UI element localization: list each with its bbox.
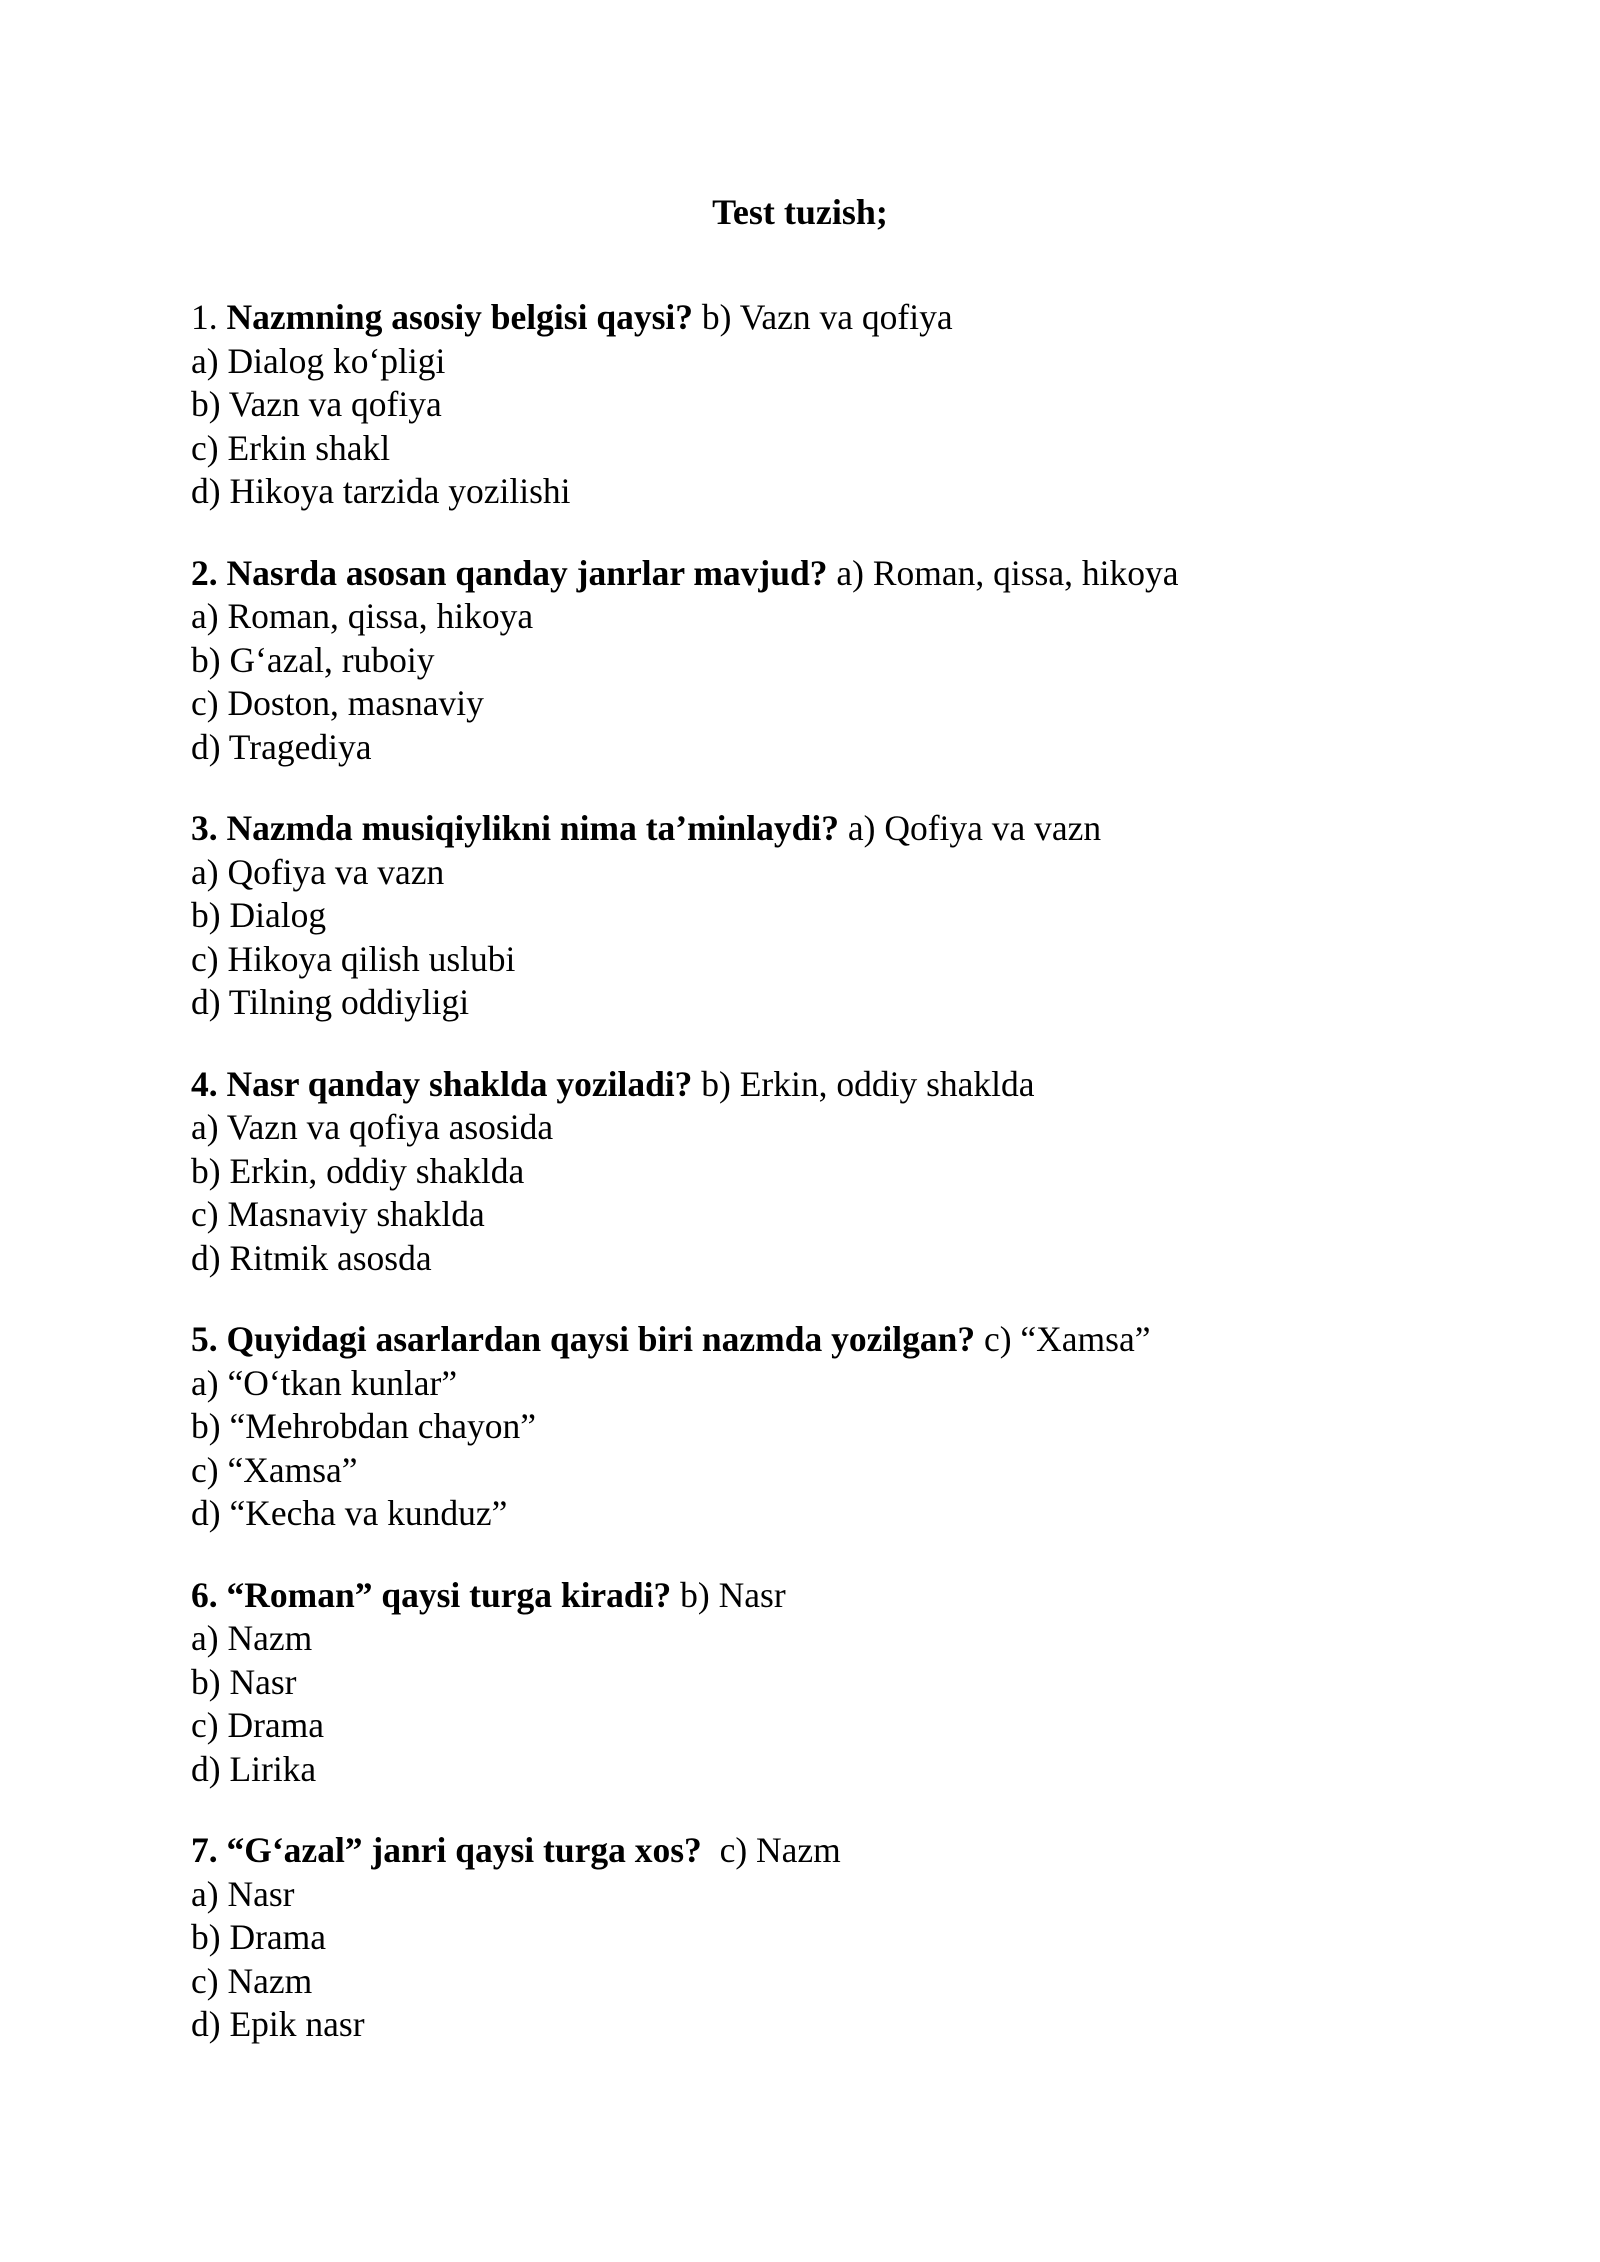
option-a: a) Nazm: [191, 1618, 313, 1658]
question-5: [191, 1318, 1491, 1536]
question-number-bold: 2: [191, 552, 209, 593]
option-c: c) Erkin shakl: [191, 427, 391, 468]
question-6: [191, 1574, 1491, 1792]
option-d: d) Hikoya tarzida yozilishi: [191, 471, 571, 511]
question-answer: a) Roman, qissa, hikoya: [827, 552, 1179, 593]
question-line: [191, 807, 1491, 851]
option-b: b) Drama: [191, 1917, 327, 1957]
question-text: Nazmda musiqiylikni nima ta’minlaydi?: [217, 808, 839, 848]
option-a: a) Roman, qissa, hikoya: [191, 596, 534, 636]
question-1: [191, 296, 1491, 514]
question-4: [191, 1063, 1491, 1281]
option-d: d) Tragediya: [191, 726, 372, 767]
option-c: c) Hikoya qilish uslubi: [191, 938, 516, 979]
option-d: d) Lirika: [191, 1748, 317, 1789]
question-number-bold: 4: [191, 1063, 209, 1104]
question-answer: a) Qofiya va vazn: [838, 808, 1102, 848]
question-number: 1.: [191, 297, 227, 337]
option-a: a) Dialog ko‘pligi: [191, 340, 446, 381]
question-2: [191, 552, 1491, 770]
option-c: c) “Xamsa”: [191, 1449, 358, 1490]
question-line: [191, 296, 1491, 340]
question-text: Quyidagi asarlardan qaysi biri nazmda yozilgan?: [217, 1319, 976, 1359]
option-b: b) G‘azal, ruboiy: [191, 639, 435, 680]
page-title: Test tuzish;: [712, 192, 888, 232]
option-c: c) Doston, masnaviy: [191, 683, 484, 723]
question-7: [191, 1829, 1491, 2047]
option-b: b) Nasr: [191, 1661, 297, 1702]
option-d: d) Ritmik asosda: [191, 1237, 432, 1278]
question-answer: b) Erkin, oddiy shaklda: [692, 1063, 1035, 1104]
question-line: [191, 1829, 1491, 1873]
question-text: . Nasrda asosan qanday janrlar mavjud?: [208, 552, 828, 593]
question-answer: b) Vazn va qofiya: [693, 297, 953, 337]
question-answer: c) “Xamsa”: [975, 1319, 1151, 1359]
option-a: a) Nasr: [191, 1873, 295, 1914]
question-text: “Roman” qaysi turga kiradi?: [217, 1574, 672, 1615]
option-b: b) Dialog: [191, 895, 327, 935]
option-b: b) “Mehrobdan chayon”: [191, 1406, 536, 1446]
option-d: d) Epik nasr: [191, 2004, 365, 2044]
option-c: c) Masnaviy shaklda: [191, 1194, 485, 1234]
option-b: b) Erkin, oddiy shaklda: [191, 1150, 525, 1191]
question-3: [191, 807, 1491, 1025]
option-d: d) “Kecha va kunduz”: [191, 1493, 508, 1533]
question-line: [191, 1318, 1491, 1362]
question-line: [191, 1063, 1491, 1107]
question-answer: b) Nasr: [671, 1574, 786, 1615]
option-c: c) Nazm: [191, 1960, 313, 2001]
question-number-bold: 6.: [191, 1574, 218, 1615]
question-text: Nazmning asosiy belgisi qaysi?: [226, 297, 694, 337]
question-line: [191, 552, 1491, 596]
question-text: . Nasr qanday shaklda yoziladi?: [208, 1063, 693, 1104]
question-number-bold: 3.: [191, 808, 218, 848]
option-b: b) Vazn va qofiya: [191, 384, 442, 424]
option-c: c) Drama: [191, 1705, 325, 1745]
question-text: “G‘azal” janri qaysi turga xos?: [217, 1830, 702, 1870]
question-number-bold: 7.: [191, 1830, 218, 1870]
option-d: d) Tilning oddiyligi: [191, 982, 470, 1022]
question-line: [191, 1574, 1491, 1618]
option-a: a) Vazn va qofiya asosida: [191, 1107, 554, 1147]
option-a: a) Qofiya va vazn: [191, 851, 445, 892]
question-list: [191, 296, 1491, 2085]
question-number-bold: 5.: [191, 1319, 218, 1359]
option-a: a) “O‘tkan kunlar”: [191, 1362, 458, 1403]
question-answer: c) Nazm: [701, 1830, 841, 1870]
